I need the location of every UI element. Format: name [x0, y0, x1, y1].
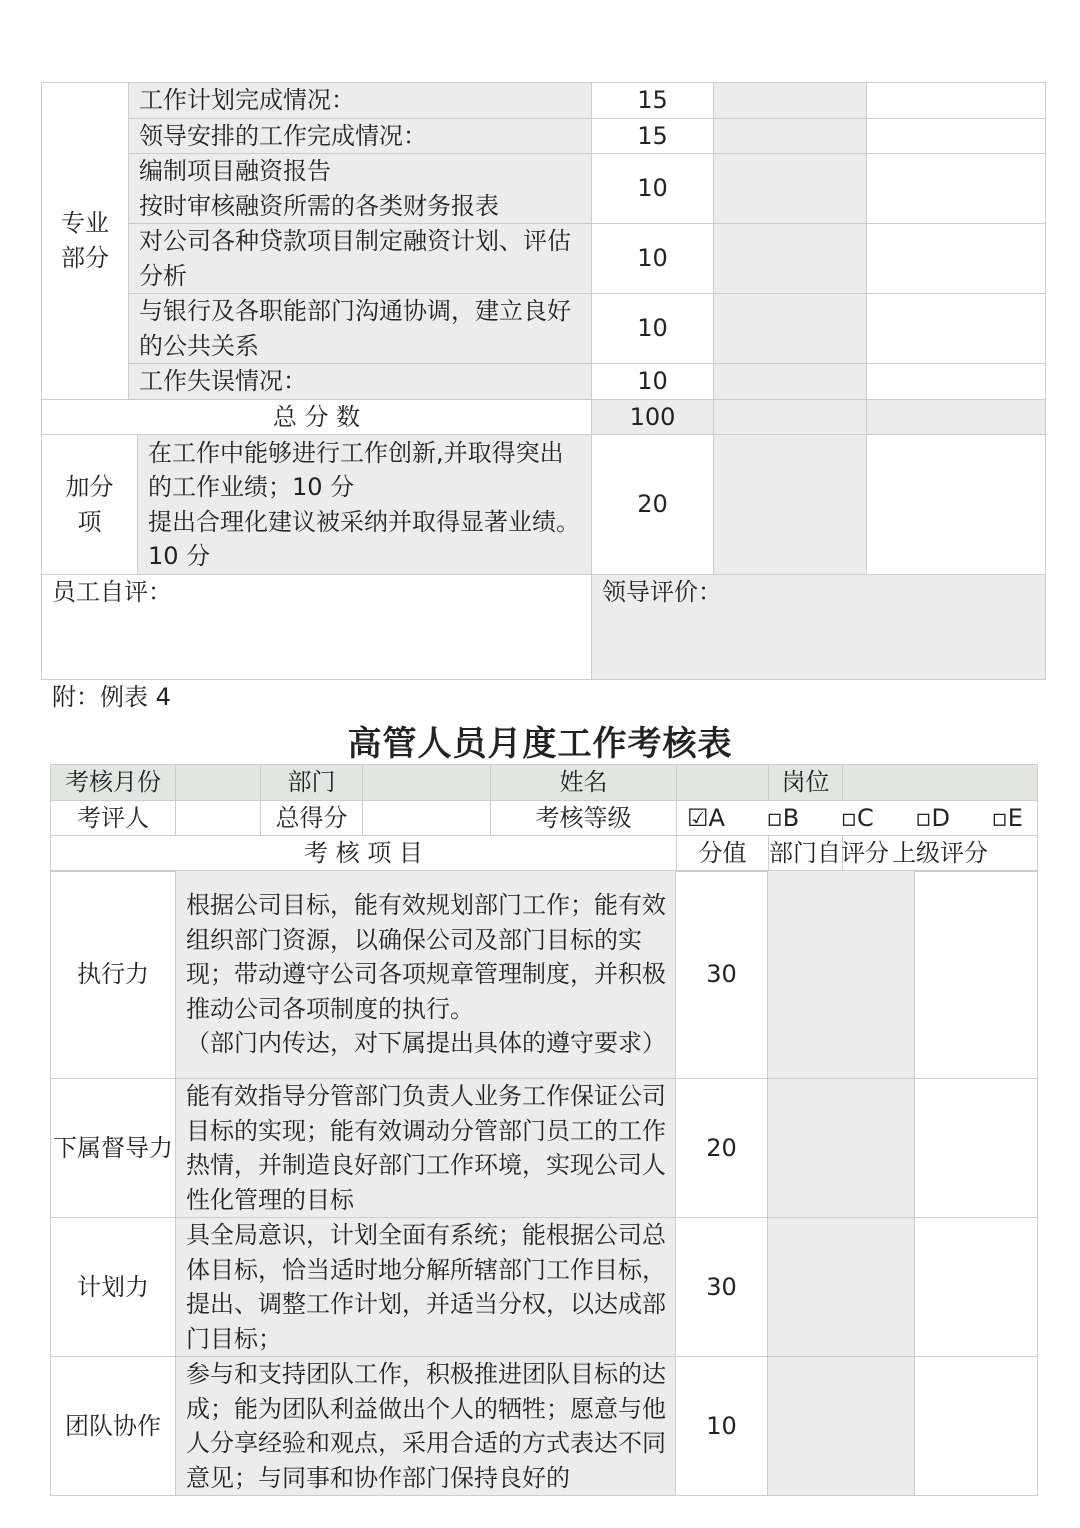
item-text: 工作失误情况： [139, 367, 307, 395]
score-value: 10 [637, 244, 668, 273]
row-score-cell [676, 1218, 768, 1357]
item-text: 与银行及各职能部门沟通协调，建立良好的公共关系 [139, 297, 571, 360]
month-value-cell[interactable] [176, 765, 261, 801]
row-self-score-cell[interactable] [768, 1357, 915, 1496]
grade-label: 考核等级 [535, 803, 632, 832]
self-score-cell[interactable] [714, 83, 867, 119]
row-name: 团队协作 [65, 1411, 161, 1440]
appendix-note: 附：例表 4 [52, 683, 171, 711]
bonus-score-cell [592, 435, 714, 575]
total-label-cell [42, 399, 592, 435]
row-desc: 能有效指导分管部门负责人业务工作保证公司目标的实现；能有效调动分管部门员工的工作热情，并制造良好部门工作环境，实现公司人性化管理的目标 [186, 1082, 666, 1214]
item-cell [129, 154, 592, 224]
leader-eval-cell[interactable] [592, 575, 1046, 680]
col-superior-label: 上级评分 [892, 839, 988, 867]
total-score-label: 总得分 [275, 803, 348, 832]
row-score-cell [676, 1357, 768, 1496]
col-self-label: 部门自评分 [769, 839, 889, 868]
grade-option-c[interactable]: ▫C [840, 803, 874, 832]
row-desc: 参与和支持团队工作，积极推进团队目标的达成；能为团队利益做出个人的牺牲；愿意与他人分享经验和观点，采用合适的方式表达不同意见；与同事和协作部门保持良好的 [186, 1360, 666, 1492]
row-name: 计划力 [77, 1272, 149, 1301]
self-eval-cell[interactable] [42, 575, 592, 680]
grade-option-e[interactable]: ▫E [991, 803, 1023, 832]
row-name: 执行力 [77, 960, 149, 989]
section-professional [42, 83, 129, 400]
row-score: 20 [706, 1133, 737, 1162]
row-superior-score-cell[interactable] [915, 1079, 1038, 1218]
row-superior-score-cell[interactable] [915, 1218, 1038, 1357]
appraisal-table-part1 [41, 82, 1046, 680]
superior-score-cell[interactable] [867, 83, 1046, 119]
grade-option-b[interactable]: ▫B [766, 803, 800, 832]
bonus-self-cell[interactable] [714, 435, 867, 575]
row-superior-score-cell[interactable] [915, 1357, 1038, 1496]
row-desc-cell [176, 1218, 676, 1357]
col-self-header [769, 836, 889, 872]
superior-score-cell[interactable] [867, 154, 1046, 224]
row-name-cell [51, 871, 176, 1079]
row-name-cell [51, 1357, 176, 1496]
row-score: 30 [706, 960, 737, 989]
item-text: 工作计划完成情况： [139, 86, 355, 114]
total-score-cell [592, 399, 714, 435]
dept-value-cell[interactable] [363, 765, 491, 801]
total-self-cell[interactable] [714, 399, 867, 435]
self-score-cell[interactable] [714, 294, 867, 364]
name-label-cell [491, 765, 677, 801]
executive-appraisal-table [50, 764, 1038, 872]
col-self-wrap [769, 836, 889, 871]
col-items-header [51, 836, 677, 872]
score-cell [592, 294, 714, 364]
reviewer-label: 考评人 [77, 803, 149, 832]
row-desc: 根据公司目标，能有效规划部门工作；能有效组织部门资源，以确保公司及部门目标的实现；带动遵守公司各项规章管理制度，并积极推动公司各项制度的执行。 （部门内传达，对下属提出具体的遵守要求） [186, 891, 666, 1058]
superior-score-cell[interactable] [867, 364, 1046, 400]
item-cell [129, 364, 592, 400]
self-eval-label: 员工自评： [52, 578, 172, 606]
row-self-score-cell[interactable] [768, 1079, 915, 1218]
superior-score-cell[interactable] [867, 294, 1046, 364]
self-score-cell[interactable] [714, 118, 867, 154]
col-score-header [677, 836, 769, 872]
self-score-cell[interactable] [714, 154, 867, 224]
grade-option-d[interactable]: ▫D [915, 803, 950, 832]
score-cell [592, 364, 714, 400]
superior-score-cell[interactable] [867, 118, 1046, 154]
row-score: 30 [706, 1272, 737, 1301]
reviewer-label-cell [51, 800, 176, 836]
score-value: 15 [637, 121, 668, 150]
row-name-cell [51, 1218, 176, 1357]
score-cell [592, 118, 714, 154]
total-score: 100 [629, 402, 676, 431]
month-label: 考核月份 [65, 768, 161, 796]
position-label-cell [769, 765, 843, 801]
total-superior-cell[interactable] [867, 399, 1046, 435]
row-name-cell [51, 1079, 176, 1218]
item-text: 领导安排的工作完成情况： [139, 121, 427, 150]
item-cell [129, 294, 592, 364]
row-desc-cell [176, 1357, 676, 1496]
bonus-text: 在工作中能够进行工作创新,并取得突出的工作业绩；10 分 提出合理化建议被采纳并取得显著业绩。 10 分 [138, 435, 591, 574]
score-cell [592, 224, 714, 294]
row-superior-score-cell[interactable] [915, 871, 1038, 1079]
position-value-cell[interactable] [843, 765, 1038, 801]
name-label: 姓名 [559, 768, 608, 796]
self-score-cell[interactable] [714, 224, 867, 294]
reviewer-value-cell[interactable] [176, 800, 261, 836]
bonus-score: 20 [637, 490, 668, 519]
grade-label-cell [491, 800, 677, 836]
row-self-score-cell[interactable] [768, 871, 915, 1079]
col-items-label: 考 核 项 目 [304, 839, 423, 868]
month-label-cell [51, 765, 176, 801]
position-label: 岗位 [781, 768, 830, 796]
score-value: 10 [637, 314, 668, 343]
score-cell [592, 154, 714, 224]
section-professional-label: 专业 部分 [61, 209, 109, 272]
leader-eval-label: 领导评价： [602, 578, 722, 606]
row-score-cell [676, 871, 768, 1079]
total-label: 总 分 数 [272, 402, 361, 431]
grade-options [677, 800, 1038, 836]
score-value: 15 [637, 86, 668, 114]
dept-label-cell [261, 765, 363, 801]
total-label-cell [261, 800, 363, 836]
executive-appraisal-rows [50, 870, 1038, 1496]
bonus-row [42, 435, 592, 575]
bonus-superior-cell[interactable] [867, 435, 1046, 575]
name-value-cell[interactable] [677, 765, 769, 801]
superior-score-cell[interactable] [867, 224, 1046, 294]
page-title: 高管人员月度工作考核表 [347, 724, 733, 764]
item-cell [129, 118, 592, 154]
item-text: 编制项目融资报告 按时审核融资所需的各类财务报表 [139, 157, 499, 220]
item-cell [129, 83, 592, 119]
row-score: 10 [706, 1411, 737, 1440]
total-value-cell[interactable] [363, 800, 491, 836]
col-score-label: 分值 [698, 839, 747, 868]
score-cell [592, 83, 714, 119]
row-desc-cell [176, 1079, 676, 1218]
grade-option-a[interactable]: ☑A [687, 803, 725, 832]
row-desc: 具全局意识，计划全面有系统；能根据公司总体目标，恰当适时地分解所辖部门工作目标，提出、调整工作计划，并适当分权，以达成部门目标； [186, 1221, 666, 1353]
row-self-score-cell[interactable] [768, 1218, 915, 1357]
row-desc-cell [176, 871, 676, 1079]
score-value: 10 [637, 174, 668, 203]
dept-label: 部门 [287, 768, 336, 796]
row-score-cell [676, 1079, 768, 1218]
self-score-cell[interactable] [714, 364, 867, 400]
row-name: 下属督导力 [53, 1133, 173, 1162]
item-text: 对公司各种贷款项目制定融资计划、评估分析 [139, 227, 571, 290]
bonus-label: 加分 项 [42, 435, 138, 574]
score-value: 10 [637, 367, 668, 395]
item-cell [129, 224, 592, 294]
